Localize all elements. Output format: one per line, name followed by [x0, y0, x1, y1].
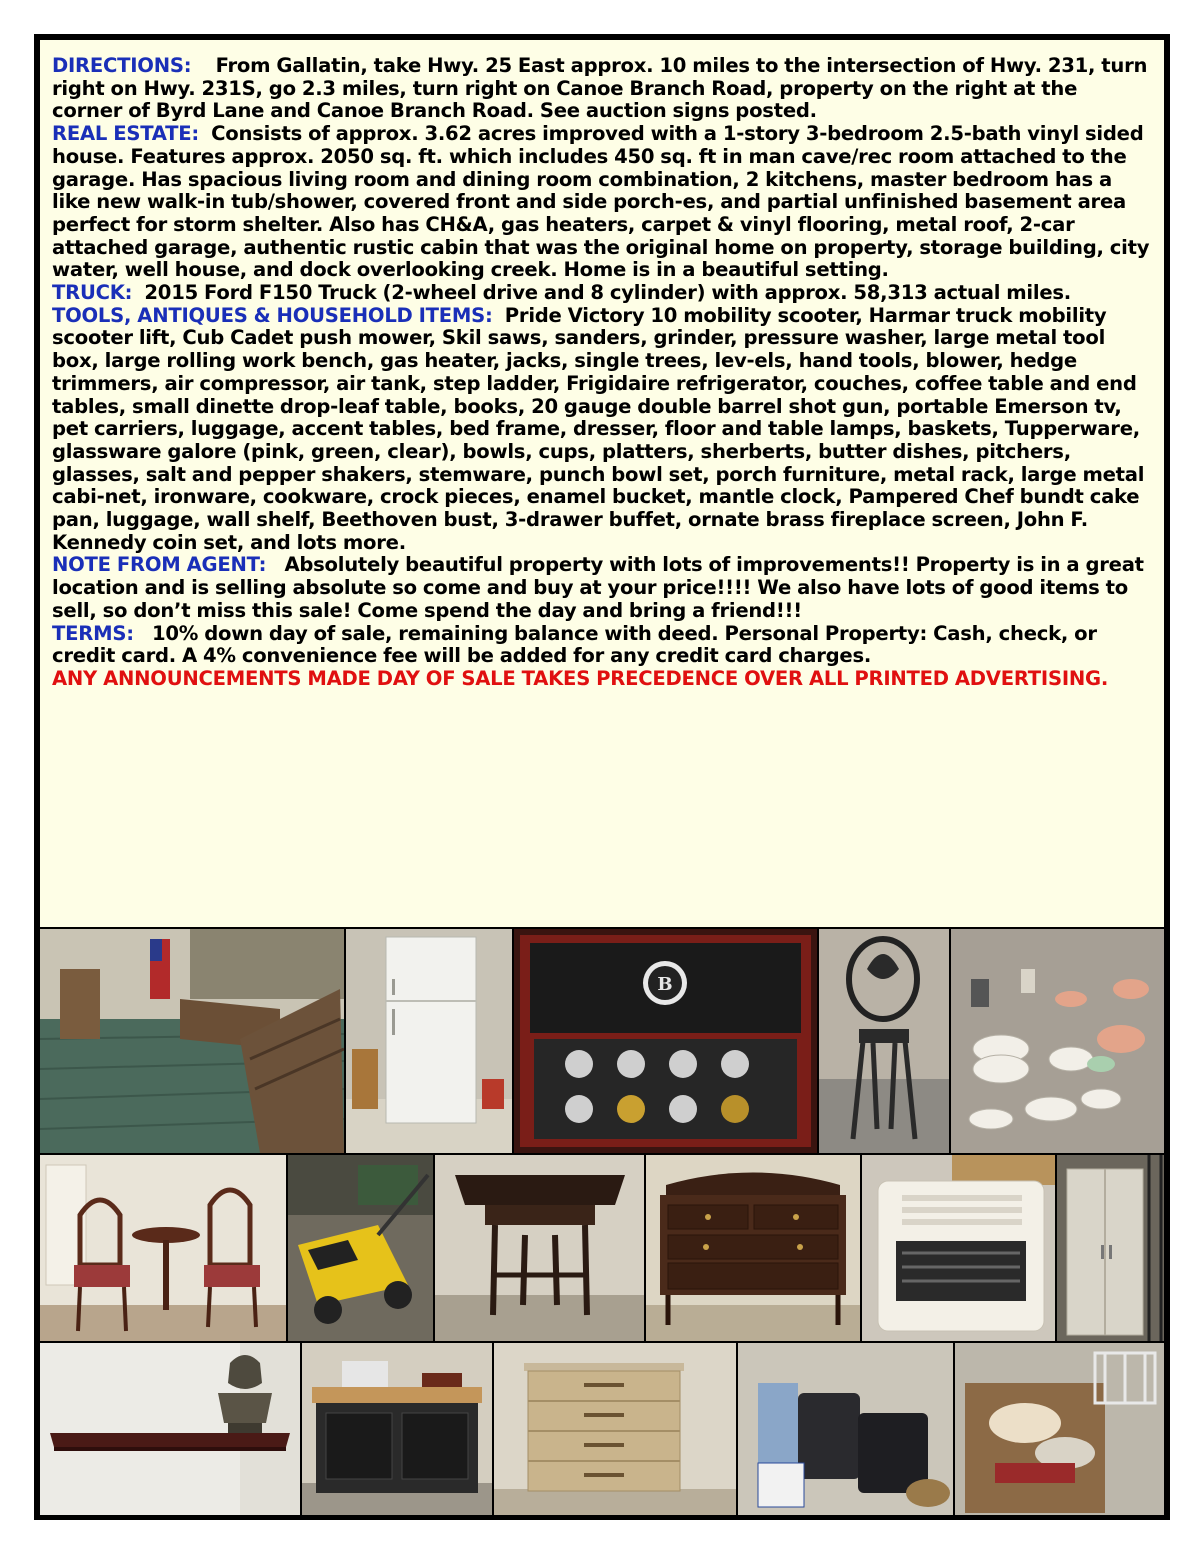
truck-section [52, 282, 1152, 305]
terms-text: 10% down day of sale, remaining balance with deed. Personal Property: Cash, check, or credit card. A 4% convenience fee will be added for any credit card charges. [52, 621, 1097, 668]
terms-label: TERMS: [52, 621, 134, 645]
announcement-warning: ANY ANNOUNCEMENTS MADE DAY OF SALE TAKES PRECEDENCE OVER ALL PRINTED ADVERTISING. [52, 666, 1109, 690]
push-mower-photo [288, 1155, 433, 1341]
wall-shelf-bust-photo [40, 1343, 300, 1515]
tools-text: Pride Victory 10 mobility scooter, Harmar truck mobility scooter lift, Cub Cadet push mower, Skil saws, sanders, grinder, pressure washer, large metal tool box, large rolling work bench, gas heater, jacks, single trees, lev-els, hand tools, blower, hedge trimmers, air compressor, air tank, step ladder, Frigidaire refrigerator, couches, coffee table and end tables, small dinette drop-leaf table, books, 20 gauge double barrel shot gun, portable Emerson tv, pet carriers, luggage, accent tables, bed frame, dresser, floor and table lamps, baskets, Tupperware, glassware galore (pink, green, clear), bowls, cups, platters, sherberts, butter dishes, pitchers, glasses, salt and pepper shakers, stemware, punch bowl set, porch furniture, metal rack, large metal cabi-net, ironware, cookware, crock pieces, enamel bucket, mantle clock, Pampered Chef bundt cake pan, luggage, wall shelf, Beethoven bust, 3-drawer buffet, ornate brass fireplace screen, John F. Kennedy coin set, and lots more. [52, 303, 1145, 554]
tools-label: TOOLS, ANTIQUES & HOUSEHOLD ITEMS: [52, 303, 493, 327]
directions-section [52, 55, 1152, 123]
iron-chair-photo [819, 929, 949, 1153]
photo-grid [40, 929, 1164, 1515]
work-bench-photo [302, 1343, 492, 1515]
note-text: Absolutely beautiful property with lots of improvements!! Property is in a great location and is selling absolute so come and buy at your price!!!! We also have lots of good items to sell, so don’t miss this sale! Come spend the day and bring a friend!!! [52, 553, 1144, 622]
tools-section [52, 305, 1152, 555]
note-section [52, 554, 1152, 622]
buffet-photo [646, 1155, 860, 1341]
terms-section [52, 623, 1152, 668]
metal-cabinet-photo [1057, 1155, 1164, 1341]
note-label: NOTE FROM AGENT: [52, 553, 267, 577]
dining-chairs-photo [40, 1155, 286, 1341]
refrigerator-photo [346, 929, 512, 1153]
coin-case-logo: B [657, 974, 673, 995]
dresser-photo [494, 1343, 736, 1515]
luggage-photo [738, 1343, 953, 1515]
glassware-photo [951, 929, 1164, 1153]
gas-heater-photo [862, 1155, 1055, 1341]
porch-rockers-photo [40, 929, 344, 1153]
truck-text: 2015 Ford F150 Truck (2-wheel drive and 8 cylinder) with approx. 58,313 actual miles. [144, 281, 1071, 305]
directions-text: From Gallatin, take Hwy. 25 East approx. 10 miles to the intersection of Hwy. 231, turn right on Hwy. 231S, go 2.3 miles, turn right on Canoe Branch Road, property on the right at the corner of Byrd Lane and Canoe Branch Road. See auction signs posted. [52, 54, 1148, 123]
directions-label: DIRECTIONS: [52, 54, 192, 77]
truck-label: TRUCK: [52, 281, 133, 305]
text-panel [40, 40, 1164, 927]
drop-leaf-table-photo [435, 1155, 644, 1341]
kitchenware-box-photo [955, 1343, 1164, 1515]
real-estate-section [52, 123, 1152, 282]
coin-set-photo [514, 929, 817, 1153]
flyer-border [34, 34, 1170, 1520]
real-estate-text: Consists of approx. 3.62 acres improved with a 1-story 3-bedroom 2.5-bath vinyl sided house. Features approx. 2050 sq. ft. which includes 450 sq. ft in man cave/rec room attached to the garage. Has spacious living room and dining room combination, 2 kitchens, master bedroom has a like new walk-in tub/shower, covered front and side porch-es, and partial unfinished basement area perfect for storm shelter. Also has CH&A, gas heaters, carpet & vinyl flooring, metal roof, 2-car attached garage, authentic rustic cabin that was the original home on property, storage building, city water, well house, and dock overlooking creek. Home is in a beautiful setting. [52, 122, 1150, 282]
real-estate-label: REAL ESTATE: [52, 122, 200, 146]
